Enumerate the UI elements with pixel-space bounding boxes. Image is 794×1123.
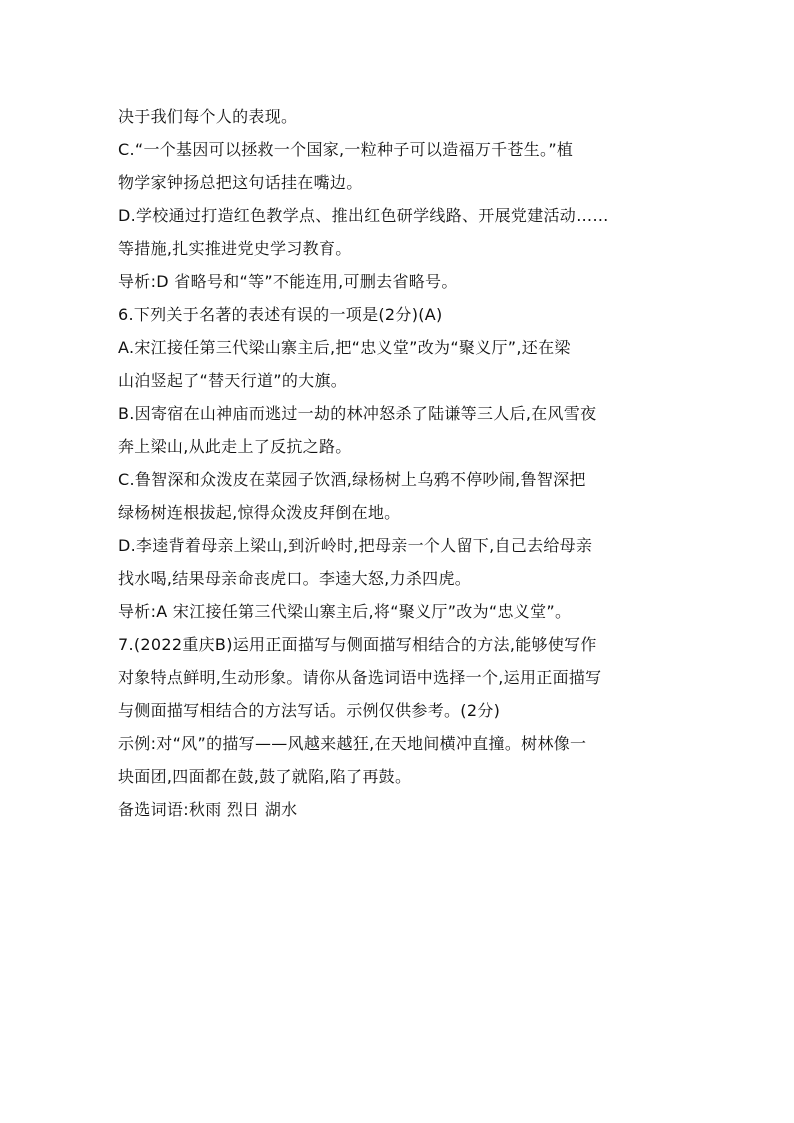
option-line: D.李逵背着母亲上梁山,到沂岭时,把母亲一个人留下,自己去给母亲	[118, 536, 593, 555]
example-line: 示例:对“风”的描写——风越来越狂,在天地间横冲直撞。树林像一	[118, 734, 587, 753]
word-choices-line: 备选词语:秋雨 烈日 湖水	[118, 800, 298, 819]
question-line: 对象特点鲜明,生动形象。请你从备选词语中选择一个,运用正面描写	[118, 668, 602, 687]
example-line: 块面团,四面都在鼓,鼓了就陷,陷了再鼓。	[118, 767, 412, 786]
option-line: 奔上梁山,从此走上了反抗之路。	[118, 437, 352, 456]
text-line: 等措施,扎实推进党史学习教育。	[118, 239, 352, 258]
option-line: C.鲁智深和众泼皮在菜园子饮酒,绿杨树上乌鸦不停吵闹,鲁智深把	[118, 470, 586, 489]
option-line: 找水喝,结果母亲命丧虎口。李逵大怒,力杀四虎。	[118, 569, 472, 588]
option-line: A.宋江接任第三代梁山寨主后,把“忠义堂”改为“聚义厅”,还在梁	[118, 338, 571, 357]
question-line: 7.(2022重庆B)运用正面描写与侧面描写相结合的方法,能够使写作	[118, 635, 597, 654]
text-line: 物学家钟扬总把这句话挂在嘴边。	[118, 173, 363, 192]
question-line: 6.下列关于名著的表述有误的一项是(2分)(A)	[118, 305, 443, 324]
option-line: 山泊竖起了“替天行道”的大旗。	[118, 371, 348, 390]
answer-note-line: 导析:D 省略号和“等”不能连用,可删去省略号。	[118, 272, 458, 291]
text-line: 决于我们每个人的表现。	[118, 107, 298, 126]
document-body	[118, 100, 678, 826]
question-line: 与侧面描写相结合的方法写话。示例仅供参考。(2分)	[118, 701, 501, 720]
option-line: B.因寄宿在山神庙而逃过一劫的林冲怒杀了陆谦等三人后,在风雪夜	[118, 404, 597, 423]
option-line: 绿杨树连根拔起,惊得众泼皮拜倒在地。	[118, 503, 401, 522]
text-line: C.“一个基因可以拯救一个国家,一粒种子可以造福万千苍生。”植	[118, 140, 574, 159]
text-line: D.学校通过打造红色教学点、推出红色研学线路、开展党建活动……	[118, 206, 609, 225]
answer-note-line: 导析:A 宋江接任第三代梁山寨主后,将“聚义厅”改为“忠义堂”。	[118, 602, 572, 621]
